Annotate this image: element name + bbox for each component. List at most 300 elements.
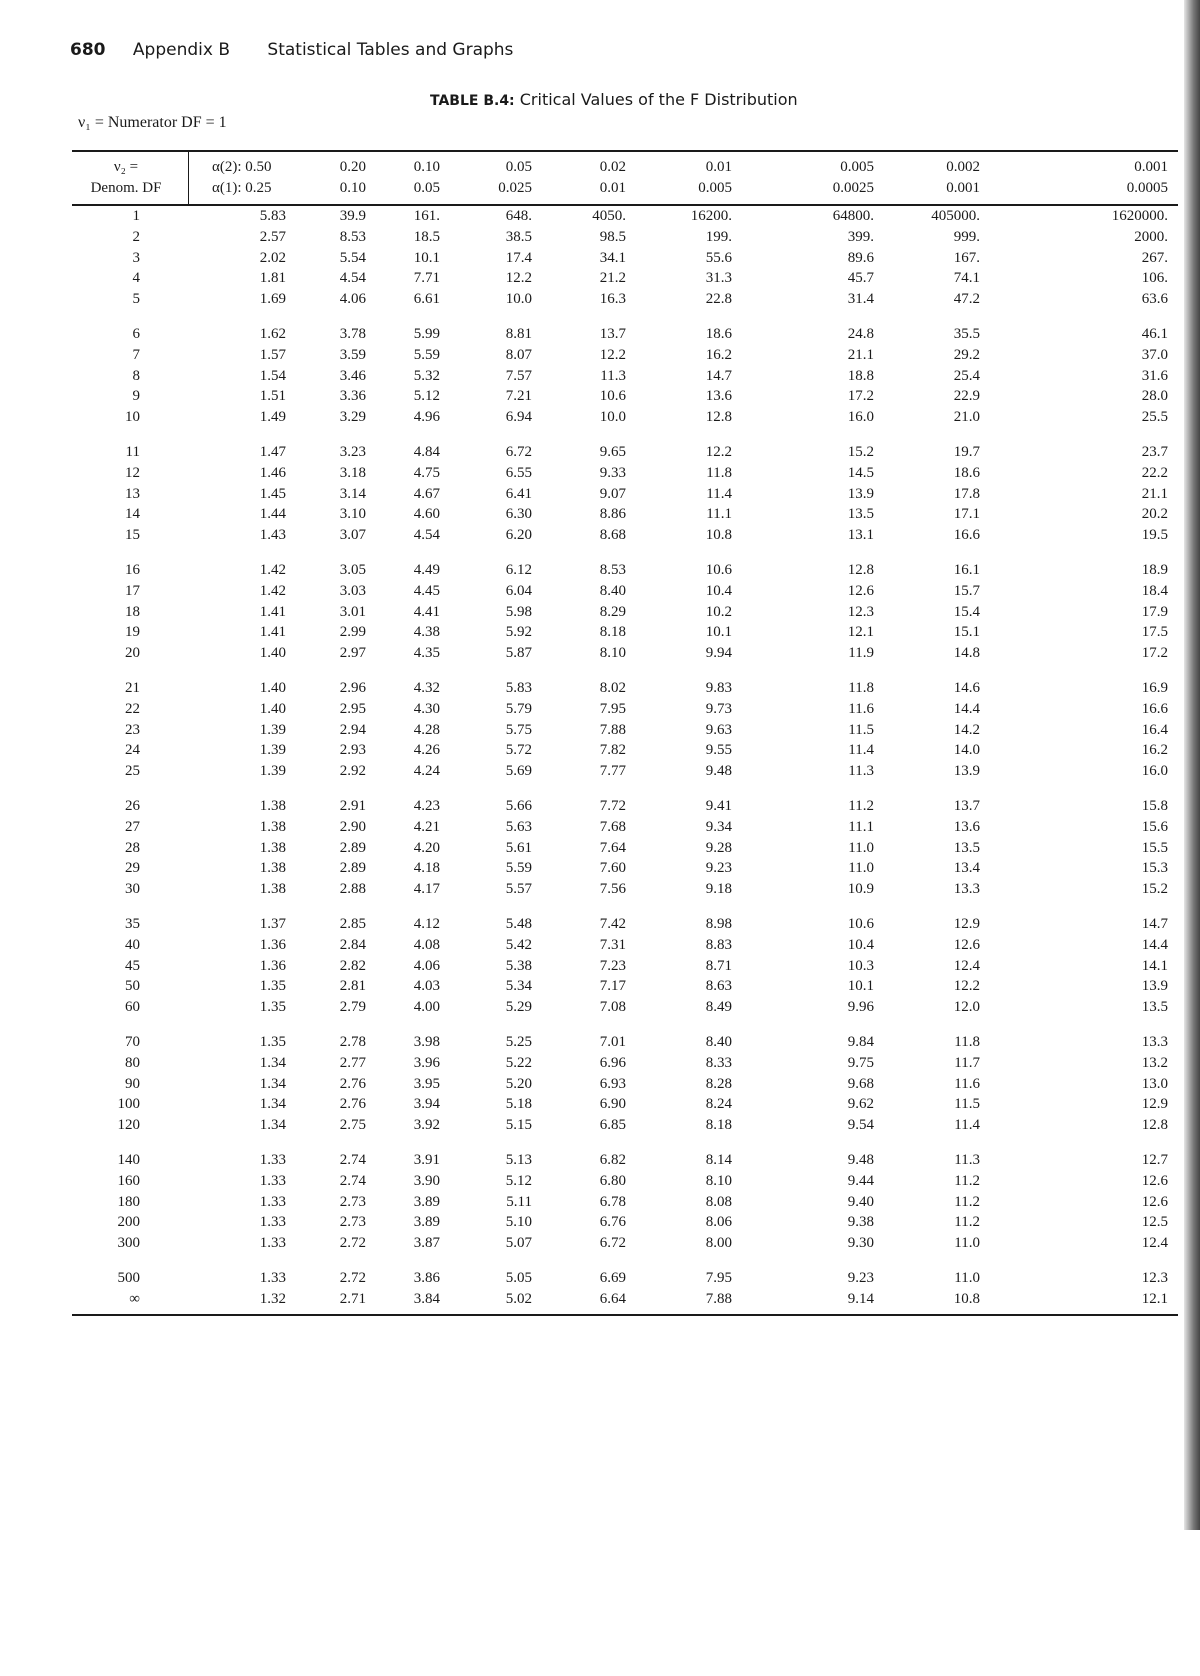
table-row bbox=[72, 879, 1178, 900]
critical-value: 1.36 bbox=[259, 936, 286, 953]
critical-value: 3.94 bbox=[413, 1096, 440, 1113]
denominator-df: 40 bbox=[125, 936, 140, 953]
table-row bbox=[72, 643, 1178, 664]
critical-value: 4.21 bbox=[413, 818, 440, 835]
critical-value: 5.29 bbox=[505, 999, 532, 1016]
row-group bbox=[72, 1268, 1178, 1386]
critical-value: 3.92 bbox=[413, 1117, 440, 1134]
critical-value: 1.38 bbox=[259, 798, 286, 814]
critical-value: 5.54 bbox=[339, 249, 366, 266]
critical-value: 1.54 bbox=[259, 367, 286, 384]
critical-value: 74.1 bbox=[953, 270, 980, 287]
critical-value: 17.5 bbox=[1141, 624, 1168, 641]
critical-value: 9.65 bbox=[599, 444, 626, 460]
critical-value: 7.01 bbox=[599, 1034, 626, 1050]
critical-value: 4.96 bbox=[413, 409, 440, 426]
critical-value: 18.8 bbox=[847, 367, 874, 384]
denominator-df: 30 bbox=[125, 881, 140, 898]
critical-value: 45.7 bbox=[847, 270, 874, 287]
critical-value: 6.20 bbox=[505, 527, 532, 544]
critical-value: 2.73 bbox=[339, 1214, 366, 1231]
alpha-one-tailed: 0.0005 bbox=[1126, 180, 1168, 196]
critical-value: 5.99 bbox=[413, 326, 440, 342]
critical-value: 1.62 bbox=[259, 326, 286, 342]
critical-value: 1.34 bbox=[259, 1117, 286, 1134]
denominator-df: 180 bbox=[117, 1193, 140, 1210]
critical-value: 19.5 bbox=[1141, 527, 1168, 544]
denominator-df: 50 bbox=[125, 978, 140, 995]
denominator-df: 17 bbox=[125, 582, 140, 599]
critical-value: 6.64 bbox=[599, 1290, 626, 1307]
header-divider bbox=[188, 152, 189, 204]
critical-value: 39.9 bbox=[339, 208, 366, 224]
critical-value: 4.67 bbox=[413, 485, 440, 502]
critical-value: 11.1 bbox=[706, 506, 732, 523]
denominator-df: 28 bbox=[125, 839, 140, 856]
critical-value: 11.8 bbox=[954, 1034, 980, 1050]
critical-value: 6.96 bbox=[599, 1054, 626, 1071]
table-row bbox=[72, 1171, 1178, 1192]
critical-value: 648. bbox=[505, 208, 532, 224]
table-row bbox=[72, 761, 1178, 782]
critical-value: 16.0 bbox=[847, 409, 874, 426]
table-bottom-rule bbox=[72, 1314, 1178, 1316]
critical-value: 25.4 bbox=[953, 367, 980, 384]
denominator-df: 19 bbox=[125, 624, 140, 641]
critical-value: 1.33 bbox=[259, 1270, 286, 1286]
critical-value: 1.43 bbox=[259, 527, 286, 544]
critical-value: 15.6 bbox=[1141, 818, 1168, 835]
critical-value: 199. bbox=[705, 228, 732, 245]
critical-value: 16.6 bbox=[1141, 700, 1168, 717]
critical-value: 7.72 bbox=[599, 798, 626, 814]
alpha-two-tailed: α(2): 0.50 bbox=[212, 159, 272, 175]
critical-value: 13.0 bbox=[1141, 1075, 1168, 1092]
denominator-df: 100 bbox=[117, 1096, 140, 1113]
critical-value: 21.1 bbox=[847, 346, 874, 363]
critical-value: 20.2 bbox=[1141, 506, 1168, 523]
critical-value: 1.42 bbox=[259, 582, 286, 599]
critical-value: 5.12 bbox=[413, 388, 440, 405]
critical-value: 2.90 bbox=[339, 818, 366, 835]
critical-value: 3.89 bbox=[413, 1214, 440, 1231]
table-row bbox=[72, 366, 1178, 387]
critical-value: 18.6 bbox=[705, 326, 732, 342]
critical-value: 2.78 bbox=[339, 1034, 366, 1050]
critical-value: 9.73 bbox=[705, 700, 732, 717]
critical-value: 13.7 bbox=[953, 798, 980, 814]
critical-value: 2.84 bbox=[339, 936, 366, 953]
critical-value: 14.2 bbox=[953, 721, 980, 738]
critical-value: 5.38 bbox=[505, 957, 532, 974]
critical-value: 12.4 bbox=[953, 957, 980, 974]
critical-value: 3.96 bbox=[413, 1054, 440, 1071]
critical-value: 1.42 bbox=[259, 562, 286, 578]
table-row bbox=[72, 1268, 1178, 1289]
critical-value: 3.84 bbox=[413, 1290, 440, 1307]
critical-value: 5.48 bbox=[505, 916, 532, 932]
critical-value: 22.8 bbox=[705, 291, 732, 308]
critical-value: 8.28 bbox=[705, 1075, 732, 1092]
denominator-df: 7 bbox=[132, 346, 140, 363]
critical-value: 9.62 bbox=[847, 1096, 874, 1113]
table-row bbox=[72, 560, 1178, 581]
critical-value: 1.38 bbox=[259, 860, 286, 877]
critical-value: 14.0 bbox=[953, 742, 980, 759]
critical-value: 13.5 bbox=[953, 839, 980, 856]
critical-value: 5.13 bbox=[505, 1152, 532, 1168]
denominator-df: 23 bbox=[125, 721, 140, 738]
critical-value: 13.4 bbox=[953, 860, 980, 877]
critical-value: 2.74 bbox=[339, 1172, 366, 1189]
table-body bbox=[72, 206, 1178, 1676]
critical-value: 18.5 bbox=[413, 228, 440, 245]
critical-value: 13.6 bbox=[953, 818, 980, 835]
critical-value: 8.40 bbox=[705, 1034, 732, 1050]
alpha-one-tailed: 0.05 bbox=[413, 180, 440, 196]
critical-value: 9.28 bbox=[705, 839, 732, 856]
critical-value: 1.41 bbox=[259, 603, 286, 620]
critical-value: 3.87 bbox=[413, 1235, 440, 1252]
denominator-df: 200 bbox=[117, 1214, 140, 1231]
critical-value: 25.5 bbox=[1141, 409, 1168, 426]
denominator-df: 80 bbox=[125, 1054, 140, 1071]
alpha-one-tailed: 0.001 bbox=[946, 180, 980, 196]
critical-value: 16.6 bbox=[953, 527, 980, 544]
table-row bbox=[72, 976, 1178, 997]
critical-value: 2.82 bbox=[339, 957, 366, 974]
critical-value: 12.1 bbox=[847, 624, 874, 641]
critical-value: 15.4 bbox=[953, 603, 980, 620]
critical-value: 12.9 bbox=[1141, 1096, 1168, 1113]
table-row bbox=[72, 407, 1178, 428]
table-caption: Critical Values of the F Distribution bbox=[519, 90, 798, 109]
critical-value: 11.0 bbox=[848, 839, 874, 856]
critical-value: 13.2 bbox=[1141, 1054, 1168, 1071]
critical-value: 9.18 bbox=[705, 881, 732, 898]
denominator-df: ∞ bbox=[129, 1290, 140, 1307]
alpha-two-tailed: 0.005 bbox=[840, 159, 874, 175]
table-row bbox=[72, 324, 1178, 345]
page-edge-shadow bbox=[1184, 0, 1200, 1530]
table-row bbox=[72, 525, 1178, 546]
table-row bbox=[72, 227, 1178, 248]
critical-value: 1.36 bbox=[259, 957, 286, 974]
critical-value: 2.72 bbox=[339, 1235, 366, 1252]
critical-value: 6.80 bbox=[599, 1172, 626, 1189]
critical-value: 16.4 bbox=[1141, 721, 1168, 738]
critical-value: 11.8 bbox=[848, 680, 874, 696]
critical-value: 2.79 bbox=[339, 999, 366, 1016]
denominator-df: 2 bbox=[132, 228, 140, 245]
denominator-df: 6 bbox=[132, 326, 140, 342]
critical-value: 5.92 bbox=[505, 624, 532, 641]
critical-value: 8.02 bbox=[599, 680, 626, 696]
critical-value: 12.8 bbox=[847, 562, 874, 578]
critical-value: 21.2 bbox=[599, 270, 626, 287]
critical-value: 8.40 bbox=[599, 582, 626, 599]
denominator-symbol: ν₂ = bbox=[113, 159, 139, 175]
critical-value: 38.5 bbox=[505, 228, 532, 245]
critical-value: 1.35 bbox=[259, 999, 286, 1016]
table-row bbox=[72, 504, 1178, 525]
table-row bbox=[72, 858, 1178, 879]
critical-value: 5.18 bbox=[505, 1096, 532, 1113]
critical-value: 10.1 bbox=[413, 249, 440, 266]
critical-value: 18.4 bbox=[1141, 582, 1168, 599]
alpha-header-4 bbox=[546, 157, 626, 199]
critical-value: 8.07 bbox=[505, 346, 532, 363]
critical-value: 15.7 bbox=[953, 582, 980, 599]
critical-value: 10.8 bbox=[953, 1290, 980, 1307]
critical-value: 29.2 bbox=[953, 346, 980, 363]
critical-value: 5.11 bbox=[506, 1193, 532, 1210]
critical-value: 1.39 bbox=[259, 721, 286, 738]
critical-value: 11.3 bbox=[848, 763, 874, 780]
critical-value: 9.30 bbox=[847, 1235, 874, 1252]
critical-value: 28.0 bbox=[1141, 388, 1168, 405]
critical-value: 5.66 bbox=[505, 798, 532, 814]
critical-value: 10.0 bbox=[505, 291, 532, 308]
critical-value: 1.33 bbox=[259, 1152, 286, 1168]
critical-value: 9.54 bbox=[847, 1117, 874, 1134]
critical-value: 16.9 bbox=[1141, 680, 1168, 696]
critical-value: 4.06 bbox=[413, 957, 440, 974]
alpha-header-2 bbox=[372, 157, 440, 199]
critical-value: 14.4 bbox=[953, 700, 980, 717]
denominator-df: 11 bbox=[125, 444, 140, 460]
critical-value: 11.0 bbox=[954, 1235, 980, 1252]
critical-value: 13.5 bbox=[847, 506, 874, 523]
critical-value: 2.97 bbox=[339, 645, 366, 662]
critical-value: 8.53 bbox=[599, 562, 626, 578]
critical-value: 3.91 bbox=[413, 1152, 440, 1168]
critical-value: 12.2 bbox=[505, 270, 532, 287]
critical-value: 7.17 bbox=[599, 978, 626, 995]
critical-value: 5.34 bbox=[505, 978, 532, 995]
critical-value: 89.6 bbox=[847, 249, 874, 266]
critical-value: 13.6 bbox=[705, 388, 732, 405]
critical-value: 1.35 bbox=[259, 1034, 286, 1050]
table-row bbox=[72, 442, 1178, 463]
denominator-df: 10 bbox=[125, 409, 140, 426]
critical-value: 9.75 bbox=[847, 1054, 874, 1071]
table-row bbox=[72, 720, 1178, 741]
critical-value: 1.69 bbox=[259, 291, 286, 308]
critical-value: 14.5 bbox=[847, 464, 874, 481]
critical-value: 1.32 bbox=[259, 1290, 286, 1307]
critical-value: 9.23 bbox=[705, 860, 732, 877]
denominator-df: 60 bbox=[125, 999, 140, 1016]
critical-value: 4.12 bbox=[413, 916, 440, 932]
critical-value: 5.87 bbox=[505, 645, 532, 662]
critical-value: 3.23 bbox=[339, 444, 366, 460]
alpha-one-tailed: 0.10 bbox=[339, 180, 366, 196]
critical-value: 47.2 bbox=[953, 291, 980, 308]
critical-value: 1.33 bbox=[259, 1214, 286, 1231]
critical-value: 8.53 bbox=[339, 228, 366, 245]
table-row bbox=[72, 581, 1178, 602]
critical-value: 6.94 bbox=[505, 409, 532, 426]
critical-value: 4.75 bbox=[413, 464, 440, 481]
critical-value: 4.54 bbox=[339, 270, 366, 287]
critical-value: 24.8 bbox=[847, 326, 874, 342]
critical-value: 16200. bbox=[690, 208, 732, 224]
denominator-df: 45 bbox=[125, 957, 140, 974]
critical-value: 6.72 bbox=[599, 1235, 626, 1252]
critical-value: 10.1 bbox=[705, 624, 732, 641]
denominator-df: 16 bbox=[125, 562, 140, 578]
critical-value: 6.90 bbox=[599, 1096, 626, 1113]
critical-value: 5.15 bbox=[505, 1117, 532, 1134]
critical-value: 6.85 bbox=[599, 1117, 626, 1134]
critical-value: 31.3 bbox=[705, 270, 732, 287]
critical-value: 11.3 bbox=[600, 367, 626, 384]
critical-value: 5.02 bbox=[505, 1290, 532, 1307]
critical-value: 10.0 bbox=[599, 409, 626, 426]
critical-value: 8.18 bbox=[705, 1117, 732, 1134]
critical-value: 11.1 bbox=[848, 818, 874, 835]
critical-value: 1.34 bbox=[259, 1096, 286, 1113]
critical-value: 9.23 bbox=[847, 1270, 874, 1286]
denominator-df: 8 bbox=[132, 367, 140, 384]
critical-value: 12.8 bbox=[1141, 1117, 1168, 1134]
critical-value: 9.33 bbox=[599, 464, 626, 481]
denominator-df: 4 bbox=[132, 270, 140, 287]
critical-value: 10.6 bbox=[705, 562, 732, 578]
critical-value: 9.40 bbox=[847, 1193, 874, 1210]
table-row bbox=[72, 956, 1178, 977]
critical-value: 11.4 bbox=[706, 485, 732, 502]
critical-value: 9.48 bbox=[847, 1152, 874, 1168]
table-row bbox=[72, 622, 1178, 643]
critical-value: 11.4 bbox=[954, 1117, 980, 1134]
critical-value: 10.6 bbox=[847, 916, 874, 932]
critical-value: 10.6 bbox=[599, 388, 626, 405]
critical-value: 8.18 bbox=[599, 624, 626, 641]
critical-value: 4.41 bbox=[413, 603, 440, 620]
critical-value: 9.94 bbox=[705, 645, 732, 662]
critical-value: 161. bbox=[413, 208, 440, 224]
critical-value: 14.8 bbox=[953, 645, 980, 662]
critical-value: 1.34 bbox=[259, 1054, 286, 1071]
table-title bbox=[430, 90, 798, 109]
critical-value: 2.96 bbox=[339, 680, 366, 696]
critical-value: 2.57 bbox=[259, 228, 286, 245]
critical-value: 106. bbox=[1141, 270, 1168, 287]
critical-value: 1.39 bbox=[259, 763, 286, 780]
critical-value: 4.60 bbox=[413, 506, 440, 523]
denominator-df: 22 bbox=[125, 700, 140, 717]
critical-value: 12.4 bbox=[1141, 1235, 1168, 1252]
table-row bbox=[72, 997, 1178, 1018]
denominator-df: 24 bbox=[125, 742, 140, 759]
denominator-df: 18 bbox=[125, 603, 140, 620]
critical-value: 3.29 bbox=[339, 409, 366, 426]
denominator-df: 21 bbox=[125, 680, 140, 696]
alpha-header-7 bbox=[884, 157, 980, 199]
critical-value: 17.4 bbox=[505, 249, 532, 266]
critical-value: 4.06 bbox=[339, 291, 366, 308]
alpha-one-tailed: α(1): 0.25 bbox=[212, 180, 272, 196]
critical-value: 1.40 bbox=[259, 700, 286, 717]
denominator-df: 90 bbox=[125, 1075, 140, 1092]
critical-value: 8.29 bbox=[599, 603, 626, 620]
critical-value: 14.4 bbox=[1141, 936, 1168, 953]
critical-value: 9.14 bbox=[847, 1290, 874, 1307]
denominator-df: 140 bbox=[117, 1152, 140, 1168]
denominator-df: 29 bbox=[125, 860, 140, 877]
critical-value: 5.10 bbox=[505, 1214, 532, 1231]
critical-value: 22.9 bbox=[953, 388, 980, 405]
critical-value: 8.06 bbox=[705, 1214, 732, 1231]
critical-value: 3.78 bbox=[339, 326, 366, 342]
critical-value: 5.07 bbox=[505, 1235, 532, 1252]
critical-value: 8.10 bbox=[705, 1172, 732, 1189]
critical-value: 405000. bbox=[931, 208, 980, 224]
critical-value: 3.14 bbox=[339, 485, 366, 502]
critical-value: 5.75 bbox=[505, 721, 532, 738]
critical-value: 12.6 bbox=[1141, 1172, 1168, 1189]
critical-value: 999. bbox=[953, 228, 980, 245]
critical-value: 3.05 bbox=[339, 562, 366, 578]
table-row bbox=[72, 345, 1178, 366]
critical-value: 2.93 bbox=[339, 742, 366, 759]
alpha-header-1 bbox=[294, 157, 366, 199]
critical-value: 6.04 bbox=[505, 582, 532, 599]
critical-value: 8.86 bbox=[599, 506, 626, 523]
critical-value: 16.0 bbox=[1141, 763, 1168, 780]
critical-value: 7.88 bbox=[705, 1290, 732, 1307]
critical-value: 1.49 bbox=[259, 409, 286, 426]
alpha-header-8 bbox=[1022, 157, 1168, 199]
critical-value: 5.61 bbox=[505, 839, 532, 856]
critical-value: 8.10 bbox=[599, 645, 626, 662]
critical-value: 17.8 bbox=[953, 485, 980, 502]
row-group bbox=[72, 1150, 1178, 1268]
table-row bbox=[72, 386, 1178, 407]
critical-value: 37.0 bbox=[1141, 346, 1168, 363]
critical-value: 1.34 bbox=[259, 1075, 286, 1092]
critical-value: 8.33 bbox=[705, 1054, 732, 1071]
critical-value: 1.33 bbox=[259, 1193, 286, 1210]
critical-value: 12.2 bbox=[953, 978, 980, 995]
critical-value: 5.32 bbox=[413, 367, 440, 384]
critical-value: 399. bbox=[847, 228, 874, 245]
table-header bbox=[72, 152, 1178, 204]
critical-value: 10.1 bbox=[847, 978, 874, 995]
alpha-two-tailed: 0.05 bbox=[505, 159, 532, 175]
critical-value: 8.63 bbox=[705, 978, 732, 995]
table-row bbox=[72, 1233, 1178, 1254]
critical-value: 1.38 bbox=[259, 881, 286, 898]
critical-value: 12.6 bbox=[1141, 1193, 1168, 1210]
critical-value: 16.2 bbox=[705, 346, 732, 363]
alpha-header-5 bbox=[642, 157, 732, 199]
critical-value: 8.68 bbox=[599, 527, 626, 544]
table-row bbox=[72, 838, 1178, 859]
section-title: Statistical Tables and Graphs bbox=[267, 40, 514, 60]
critical-value: 12.7 bbox=[1141, 1152, 1168, 1168]
critical-value: 9.83 bbox=[705, 680, 732, 696]
critical-value: 12.3 bbox=[847, 603, 874, 620]
critical-value: 2.76 bbox=[339, 1096, 366, 1113]
critical-value: 3.86 bbox=[413, 1270, 440, 1286]
critical-value: 4050. bbox=[592, 208, 626, 224]
running-head bbox=[70, 40, 513, 60]
critical-value: 3.98 bbox=[413, 1034, 440, 1050]
critical-value: 2.92 bbox=[339, 763, 366, 780]
